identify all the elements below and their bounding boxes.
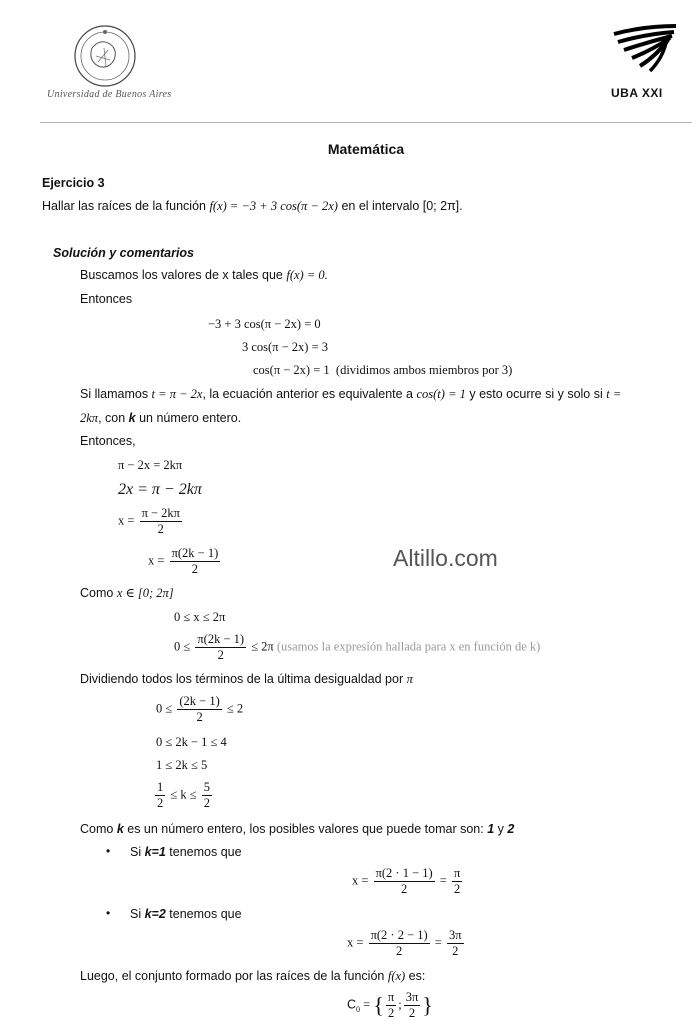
equation-1: −3 + 3 cos(π − 2x) = 0 — [208, 317, 321, 331]
d1-den: 2 — [196, 710, 203, 724]
i2-lhs: 0 ≤ — [174, 639, 191, 654]
sub-cos: cos(t) = 1 — [416, 387, 466, 401]
substitution-line-2 — [80, 410, 241, 426]
bullet-1-dot: • — [106, 844, 111, 858]
equation-3 — [253, 362, 512, 378]
s3-num: π − 2kπ — [141, 506, 180, 520]
equation-2: 3 cos(π − 2x) = 3 — [242, 340, 329, 354]
b2-num: π(2 · 2 − 1) — [370, 928, 428, 942]
luego-line — [80, 968, 425, 984]
line1-pre: Buscamos los valores de x tales que — [80, 268, 287, 282]
sub-d: , con — [98, 411, 129, 425]
b2-lhs: x = — [347, 935, 364, 950]
d1-lhs: 0 ≤ — [156, 701, 173, 716]
i2-den: 2 — [217, 648, 224, 662]
div-step-1 — [156, 694, 243, 725]
sub-t: t = — [606, 387, 622, 401]
header-rule — [40, 122, 692, 123]
i2-fraction — [195, 632, 246, 663]
solution-set: $C_0$ = { $\frac{\pi}{2}$ ; $\frac{3\pi}{2}$ } — [347, 990, 433, 1020]
como2-mid: es un número entero, los posibles valores que puede tomar son: — [123, 822, 488, 836]
como2-v2: 2 — [507, 822, 515, 836]
c0-n2: 3π — [405, 990, 419, 1004]
c0-d2: 2 — [408, 1006, 416, 1020]
sub-e: un número entero. — [135, 411, 242, 425]
div-pi: π — [406, 672, 413, 686]
uba-seal — [60, 18, 150, 88]
entonces-2: Entonces, — [80, 434, 136, 448]
b1-post: tenemos que — [165, 845, 242, 859]
exercise-statement — [42, 198, 463, 214]
b2-pre: Si — [130, 907, 145, 921]
bullet-1-text — [130, 844, 242, 860]
line1-math: f(x) = 0. — [286, 268, 328, 282]
d4-d1: 2 — [157, 796, 164, 810]
s3-lhs: x = — [118, 513, 135, 528]
c0-lhs: C — [347, 997, 357, 1012]
luego-pre: Luego, el conjunto formado por las raíces de la función — [80, 969, 388, 983]
exercise-heading: Ejercicio 3 — [42, 176, 105, 190]
b1-lhs: x = — [352, 873, 369, 888]
div-step-3: 1 ≤ 2k ≤ 5 — [156, 758, 208, 772]
c0-frac-2 — [404, 990, 421, 1021]
b1-result — [452, 866, 462, 897]
b2-result — [447, 928, 464, 959]
sub-c: y esto ocurre si y solo si — [465, 387, 607, 401]
d1-rhs: ≤ 2 — [226, 701, 244, 716]
step-3 — [118, 506, 184, 537]
b1-rnum: π — [453, 866, 461, 880]
s4-fraction — [170, 546, 221, 577]
b1-pre: Si — [130, 845, 145, 859]
i2-num: π(2k − 1) — [197, 632, 245, 646]
step-4 — [148, 546, 222, 577]
statement-pre: Hallar las raíces de la función — [42, 199, 210, 213]
como-line — [80, 585, 174, 601]
b1-rden: 2 — [454, 882, 461, 896]
watermark: Altillo.com — [393, 545, 498, 571]
solution-line1 — [80, 267, 328, 283]
eq3-main: cos(π − 2x) = 1 — [253, 363, 330, 377]
c0-n1: π — [387, 990, 395, 1004]
c0-frac-1 — [386, 990, 396, 1021]
d4-d2: 2 — [203, 796, 210, 810]
d1-fraction — [177, 694, 221, 725]
s3-den: 2 — [157, 522, 164, 536]
div-step-2: 0 ≤ 2k − 1 ≤ 4 — [156, 735, 227, 749]
sub-t-def: t = π − 2x — [151, 387, 203, 401]
c0-sub: 0 — [356, 1004, 361, 1014]
solution-heading: Solución y comentarios — [53, 246, 195, 260]
div-step-4 — [153, 780, 214, 811]
b2-den: 2 — [395, 944, 403, 958]
como2-pre: Como — [80, 822, 117, 836]
sub-k: k — [128, 411, 136, 425]
b2-post: tenemos que — [165, 907, 242, 921]
b1-eq: = — [439, 873, 447, 888]
b2-rnum: 3π — [448, 928, 462, 942]
page-title: Matemática — [327, 141, 405, 157]
como2-v1: 1 — [487, 822, 495, 836]
como2-line — [80, 821, 514, 837]
statement-fx: f(x) = −3 + 3 cos(π − 2x) — [209, 199, 338, 213]
uba-xxi-logo — [608, 24, 678, 86]
b1-num: π(2 · 1 − 1) — [375, 866, 433, 880]
d4-frac-2 — [202, 780, 212, 811]
step-2: 2x = π − 2kπ — [118, 481, 202, 498]
ineq-2 — [174, 632, 540, 663]
b1-k: k=1 — [144, 845, 166, 859]
b2-k: k=2 — [144, 907, 166, 921]
logo-text: UBA XXI — [611, 86, 663, 100]
sub-b: , la ecuación anterior es equivalente a — [202, 387, 417, 401]
luego-math: f(x) — [387, 969, 406, 983]
luego-post: es: — [405, 969, 426, 983]
d4-frac-1 — [155, 780, 165, 811]
como2-k: k — [116, 822, 124, 836]
step-1: π − 2x = 2kπ — [118, 458, 183, 472]
como2-y: y — [494, 822, 508, 836]
substitution-line — [80, 386, 621, 402]
dividing-line — [80, 671, 413, 687]
ineq-1: 0 ≤ x ≤ 2π — [174, 610, 226, 624]
b2-eq: = — [434, 935, 442, 950]
d1-num: (2k − 1) — [179, 694, 220, 708]
s3-fraction — [140, 506, 182, 537]
como-pre: Como — [80, 586, 117, 600]
i2-note: (usamos la expresión hallada para x en función de k) — [276, 639, 541, 654]
s4-num: π(2k − 1) — [171, 546, 219, 560]
seal-caption: Universidad de Buenos Aires — [47, 89, 172, 100]
statement-post: en el intervalo [0; 2π]. — [337, 199, 463, 213]
b2-rden: 2 — [452, 944, 459, 958]
b2-fraction — [369, 928, 430, 959]
i2-rhs: ≤ 2π — [251, 639, 274, 654]
b1-fraction — [374, 866, 435, 897]
c0-d1: 2 — [387, 1006, 395, 1020]
sub-a: Si llamamos — [80, 387, 152, 401]
bullet-2-dot: • — [106, 906, 111, 920]
bullet-2-text — [130, 906, 242, 922]
s4-den: 2 — [191, 562, 199, 576]
c0-eq: = — [360, 997, 374, 1012]
div-text: Dividiendo todos los términos de la última desigualdad por — [80, 672, 407, 686]
sub-2kpi: 2kπ — [80, 411, 99, 425]
d4-n1: 1 — [157, 780, 164, 794]
entonces-1: Entonces — [80, 292, 133, 306]
como-math: x ∈ [0; 2π] — [116, 586, 174, 600]
bullet-1-formula — [352, 866, 464, 897]
d4-mid: ≤ k ≤ — [170, 787, 197, 802]
d4-n2: 5 — [203, 780, 210, 794]
bullet-2-formula — [347, 928, 466, 959]
s4-lhs: x = — [148, 553, 165, 568]
eq3-note: (dividimos ambos miembros por 3) — [335, 363, 513, 377]
b1-den: 2 — [400, 882, 408, 896]
